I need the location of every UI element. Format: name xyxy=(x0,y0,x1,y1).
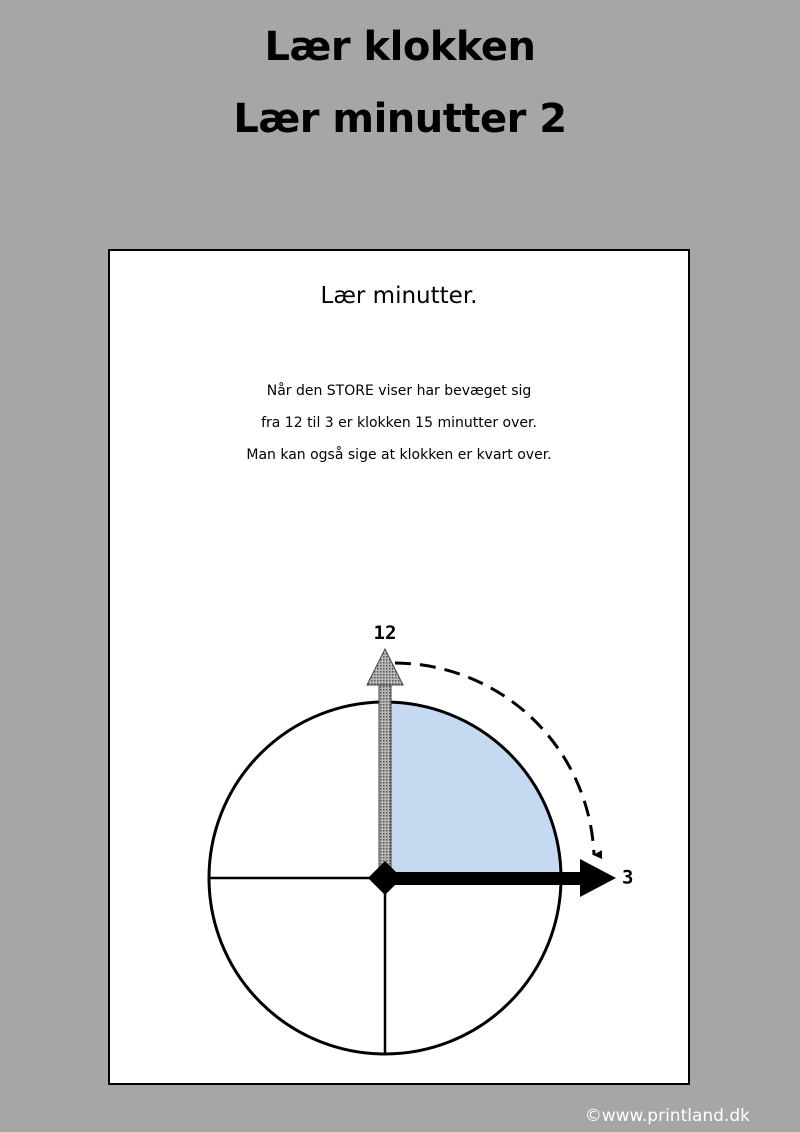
worksheet-card xyxy=(108,249,690,1085)
instruction-line-2: fra 12 til 3 er klokken 15 minutter over. xyxy=(261,415,537,431)
instruction-line-3: Man kan også sige at klokken er kvart over. xyxy=(246,447,552,463)
page-subtitle: Lær minutter 2 xyxy=(233,96,567,142)
copyright-notice: ©www.printland.dk xyxy=(584,1106,750,1126)
instruction-line-1: Når den STORE viser har bevæget sig xyxy=(266,383,532,399)
page-title: Lær klokken xyxy=(264,24,536,70)
quarter-fill xyxy=(385,702,561,878)
label-12: 12 xyxy=(373,622,397,644)
card-heading: Lær minutter. xyxy=(320,283,478,309)
label-3: 3 xyxy=(622,866,634,889)
clock-diagram xyxy=(110,251,688,1083)
